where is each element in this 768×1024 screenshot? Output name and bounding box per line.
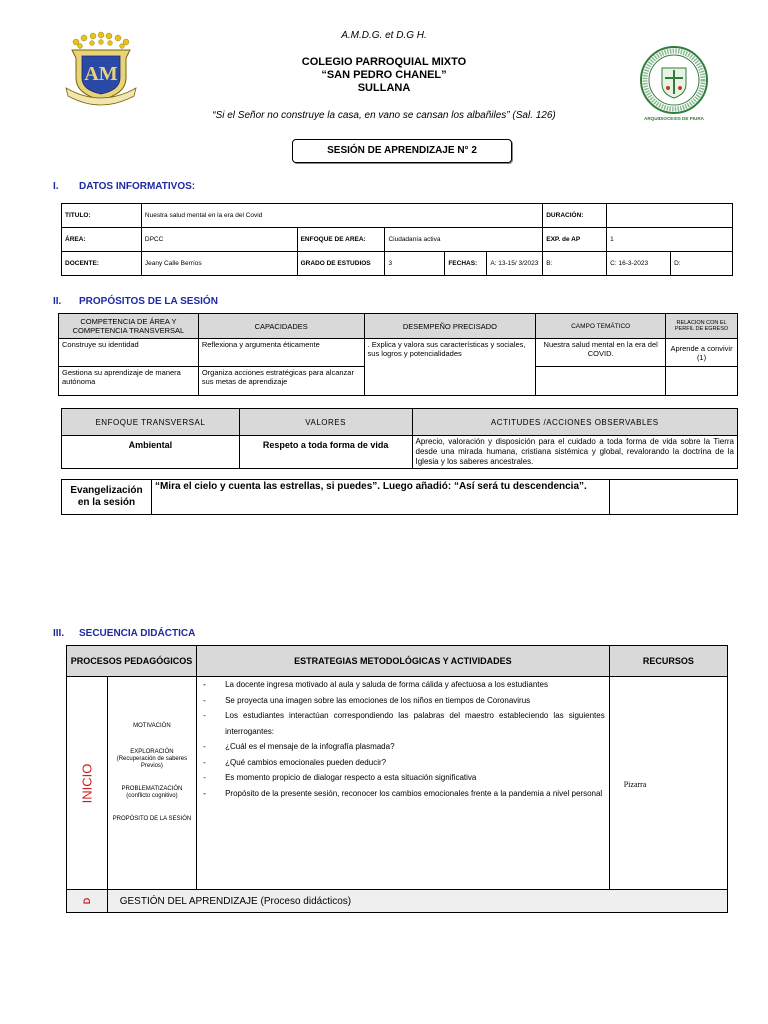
header-valores: VALORES [239,409,412,436]
header-competencia: COMPETENCIA DE ÁREA Y COMPETENCIA TRANSVERSAL [59,314,199,339]
section-2-heading [53,296,218,307]
recurso-value: Pizarra [609,677,727,890]
header-actitudes: ACTITUDES /ACCIONES OBSERVABLES [412,409,738,436]
table-row [67,890,728,913]
session-title-box: SESIÓN DE APRENDIZAJE N° 2 [292,139,512,163]
svg-text:AM: AM [84,63,118,85]
gestion-aprendizaje: GESTIÓN DEL APRENDIZAJE (Proceso didácticos) [107,890,727,913]
process-cell [107,677,196,890]
fecha-d: D: [671,252,733,276]
desarrollo-label: D [81,897,92,905]
titulo-value: Nuestra salud mental en la era del Covid [141,204,542,228]
seal-text: ARQUIDIOCESIS DE PIURA [644,116,704,121]
section-1-title: DATOS INFORMATIVOS: [79,181,196,192]
desarrollo-cell [67,890,108,913]
enfoque-transversal-table [61,408,738,469]
list-item: - Es momento propicio de dialogar respecto a esta situación significativa [199,770,605,786]
row2-relacion [666,367,738,396]
enfoque-value: Ambiental [62,436,240,469]
list-item: - ¿Qué cambios emocionales pueden deducir? [199,755,605,771]
process-exploracion-sub: (Recuperación de saberes Previos) [116,756,188,769]
table-header-row [59,314,738,339]
list-item: - Propósito de la presente sesión, reconocer los cambios emocionales frente a la pandemia a nivel personal [199,786,605,802]
section-3-title: SECUENCIA DIDÁCTICA [79,628,196,639]
titulo-label: TITULO: [62,204,142,228]
list-item: - Se proyecta una imagen sobre las emociones de los niños en tiempos de Coronavirus [199,693,605,709]
list-item: - La docente ingresa motivado al aula y saluda de forma cálida y afectuosa a los estudiantes [199,677,605,693]
section-3-heading [53,628,195,639]
table-row [59,339,738,367]
grado-value: 3 [385,252,445,276]
table-row [62,252,733,276]
header-campo: CAMPO TEMÁTICO [536,314,666,339]
school-name-line2: “SAN PEDRO CHANEL” [321,69,447,81]
row1-capacidad: Reflexiona y argumenta éticamente [198,339,364,367]
header-procesos: PROCESOS PEDAGÓGICOS [67,646,197,677]
process-exploracion: EXPLORACIÓN [130,749,174,755]
table-header-row [67,646,728,677]
school-crest-logo [62,28,140,108]
propositos-table [58,313,738,396]
table-row [62,228,733,252]
evangelizacion-label: Evangelización en la sesión [62,480,152,515]
process-motivacion: MOTIVACIÓN [133,723,171,729]
row2-campo [536,367,666,396]
row2-capacidad: Organiza acciones estratégicas para alcanzar sus metas de aprendizaje [198,367,364,396]
table-row [62,436,738,469]
fecha-b: B: [543,252,607,276]
psalm-quote: “Si el Señor no construye la casa, en vano se cansan los albañiles” (Sal. 126) [212,110,556,121]
evangelizacion-text: “Mira el cielo y cuenta las estrellas, si puedes”. Luego añadió: “Así será tu descendencia”. [151,480,609,515]
section-2-title: PROPÓSITOS DE LA SESIÓN [79,296,218,307]
row1-competencia: Construye su identidad [59,339,199,367]
duracion-value [607,204,733,228]
row1-campo: Nuestra salud mental en la era del COVID. [536,339,666,367]
inicio-cell [67,677,108,890]
row2-competencia: Gestiona su aprendizaje de manera autónoma [59,367,199,396]
list-item: - Los estudiantes interactúan correspondiendo las palabras del maestro estableciendo las siguientes interrogantes: [199,708,605,739]
table-row [67,677,728,890]
inicio-label: INICIO [79,763,95,803]
actitud-value: Aprecio, valoración y disposición para el cuidado a toda forma de vida sobre la Tierra desde una mirada humana, cristiana sistémica y global, revalorando la doctrina de la Iglesia y los saberes ancestrales. [412,436,738,469]
fecha-c: C: 16-3-2023 [607,252,671,276]
motto: A.M.D.G. et D.G H. [341,30,427,41]
section-2-number: II. [53,296,62,307]
enfoque-value: Ciudadanía activa [385,228,543,252]
fechas-label: FECHAS: [445,252,487,276]
header-enfoque-transversal: ENFOQUE TRANSVERSAL [62,409,240,436]
grado-label: GRADO DE ESTUDIOS [297,252,385,276]
process-proposito: PROPÓSITO DE LA SESIÓN [112,816,192,822]
table-row [62,480,738,515]
table-row [62,204,733,228]
duracion-label: DURACIÓN: [543,204,607,228]
row1-relacion: Aprende a convivir (1) [666,339,738,367]
process-problematizacion-sub: (conflicto cognitivo) [126,793,178,799]
enfoque-label: ENFOQUE DE AREA: [297,228,385,252]
area-label: ÁREA: [62,228,142,252]
row1-desempeno: . Explica y valora sus características y sociales, sus logros y potencialidades [364,339,536,396]
list-item: - ¿Cuál es el mensaje de la infografía plasmada? [199,739,605,755]
evangelizacion-table [61,479,738,515]
school-name-line3: SULLANA [357,82,411,94]
section-1-number: I. [53,181,59,192]
activities-cell [197,677,610,890]
secuencia-didactica-table [66,645,728,913]
datos-informativos-table [61,203,733,276]
header-recursos: RECURSOS [609,646,727,677]
archdiocese-seal-logo [635,44,713,122]
section-3-number: III. [53,628,65,639]
docente-value: Jeany Calle Berríos [141,252,297,276]
school-name-line1: COLEGIO PARROQUIAL MIXTO [301,56,467,68]
area-value: DPCC [141,228,297,252]
header-relacion: RELACION CON EL PERFIL DE EGRESO [666,314,738,339]
fecha-a: A: 13-15/ 3/2023 [487,252,543,276]
table-header-row [62,409,738,436]
activities-list [199,677,605,801]
valor-value: Respeto a toda forma de vida [239,436,412,469]
process-problematizacion: PROBLEMATIZACIÓN [121,786,183,792]
exp-label: EXP. de AP [543,228,607,252]
docente-label: DOCENTE: [62,252,142,276]
exp-value: 1 [607,228,733,252]
section-1-heading [53,181,195,192]
evangelizacion-empty [610,480,738,515]
header-capacidades: CAPACIDADES [198,314,364,339]
header-estrategias: ESTRATEGIAS METODOLÓGICAS Y ACTIVIDADES [197,646,610,677]
header-desempeno: DESEMPEÑO PRECISADO [364,314,536,339]
